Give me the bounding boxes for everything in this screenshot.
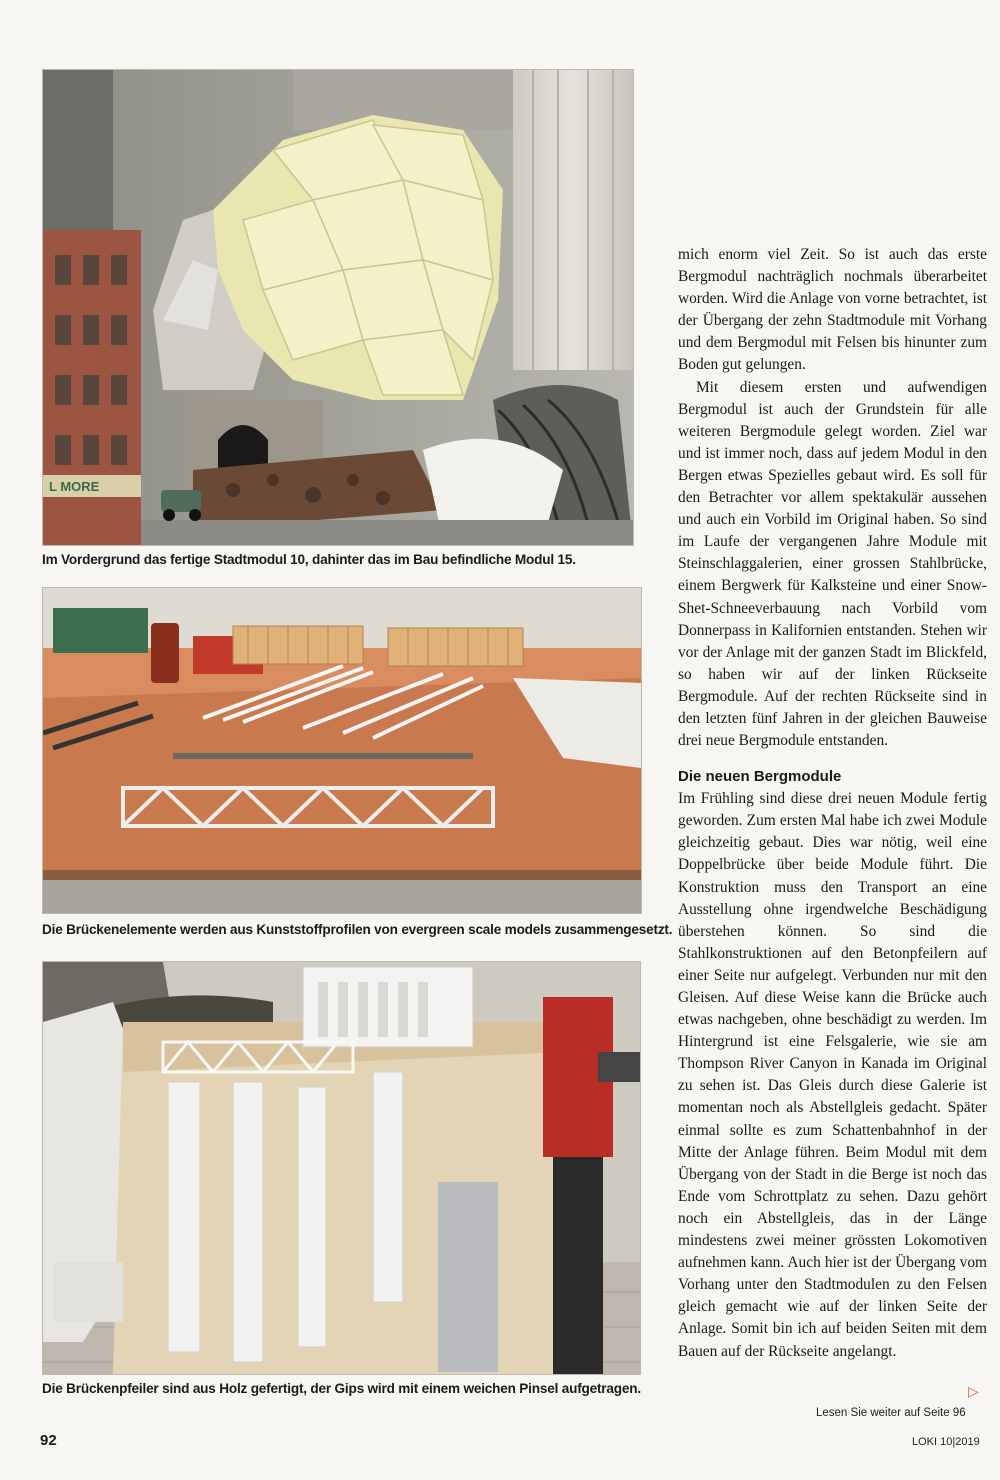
photo-mountain-illustration bbox=[43, 70, 633, 545]
article-paragraph-2: Mit diesem ersten und aufwendigen Bergmodul ist auch der Grundstein für alle weiteren Bergmodule gelegt worden. Ziel war und ist immer noch, dass auf jedem Modul in den Bergen etwas Spezielles gebaut wird. Es soll für den Betrachter vor allem spektakulär aussehen und auch ein Vorbild im Original haben. So sind im Laufe der vergangenen Jahre Module mit Steinschlaggalerien, einer grossen Stahlbrücke, einem Bergwerk für Kalksteine und einer Snow-Shet-Schneeverbauung nach Vorbild vom Donnerpass in Kalifornien entstanden. Stehen wir vor der Anlage mit der ganzen Stadt im Blickfeld, so haben wir auf der linken Rückseite Bergmodule. Auf der rechten Rückseite sind in den letzten fünf Jahren in der gleichen Bauweise drei neue Bergmodule entstanden. bbox=[678, 378, 987, 750]
article-paragraph-3: Im Frühling sind diese drei neuen Module fertig geworden. Zum ersten Mal habe ich zwei Module gleichzeitig gebaut. Dies war nötig, weil eine Doppelbrücke über beide Module führt. Die Konstruktion muss den Transport an eine Ausstellung ohne irgendwelche Beschädigung überstehen können. So sind die Stahlkonstruktionen auf den Betonpfeilern auf einer Seite nur aufgelegt. Verbunden nur mit den Gleisen. Auf diese Weise kann die Brücke auch etwas nachgeben, ohne beschädigt zu werden. Im Hintergrund ist eine Felsgalerie, wie sie am Thompson River Canyon in Kanada im Original zu sehen ist. Das Gleis durch diese Galerie ist momentan noch als Abstellgleis gedacht. Später einmal sollte es zum Schattenbahnhof in der Mitte der Anlage führen. Beim Modul mit dem Übergang von der Stadt in die Berge ist noch das Ende vom Schrottplatz zu sehen. Dazu gehört noch ein Abstellgleis, das in der Länge mindestens zwei meiner grössten Lokomotiven aufnehmen kann. Auch hier ist der Übergang vom Vorhang unter den Stadtmodulen zu den Felsen gleich gemacht wie auf der linken Seite der Anlage. Somit bin ich auf beiden Seiten mit dem Bauen auf der Rückseite angelangt. bbox=[678, 790, 987, 1360]
photo-workbench-illustration bbox=[43, 588, 641, 913]
page-number: 92 bbox=[40, 1432, 57, 1449]
photo-bridge-pillars bbox=[42, 961, 641, 1375]
photo-bridge-workbench bbox=[42, 587, 642, 914]
continue-arrow-icon: ▷ bbox=[968, 1384, 979, 1400]
photo2-caption: Die Brückenelemente werden aus Kunststoffprofilen von evergreen scale models zusammengesetzt. bbox=[42, 922, 673, 937]
photo1-caption: Im Vordergrund das fertige Stadtmodul 10, dahinter das im Bau befindliche Modul 15. bbox=[42, 552, 576, 567]
photo3-caption: Die Brückenpfeiler sind aus Holz gefertigt, der Gips wird mit einem weichen Pinsel aufgetragen. bbox=[42, 1381, 641, 1396]
photo-pillars-illustration bbox=[43, 962, 640, 1374]
issue-label: LOKI 10|2019 bbox=[912, 1436, 980, 1448]
article-subheading: Die neuen Bergmodule bbox=[678, 768, 842, 786]
photo-mountain-module bbox=[42, 69, 634, 546]
article-column bbox=[678, 244, 987, 1363]
article-paragraph-1: mich enorm viel Zeit. So ist auch das erste Bergmodul nachträglich nochmals überarbeitet worden. Wird die Anlage von vorne betrachtet, ist der Übergang der zehn Stadtmodule mit Vorhang und dem Bergmodul mit Felsen bis hinunter zum Boden gut gelungen. bbox=[678, 246, 987, 374]
continue-note: Lesen Sie weiter auf Seite 96 bbox=[816, 1407, 966, 1419]
store-sign-text: L MORE bbox=[49, 479, 100, 494]
